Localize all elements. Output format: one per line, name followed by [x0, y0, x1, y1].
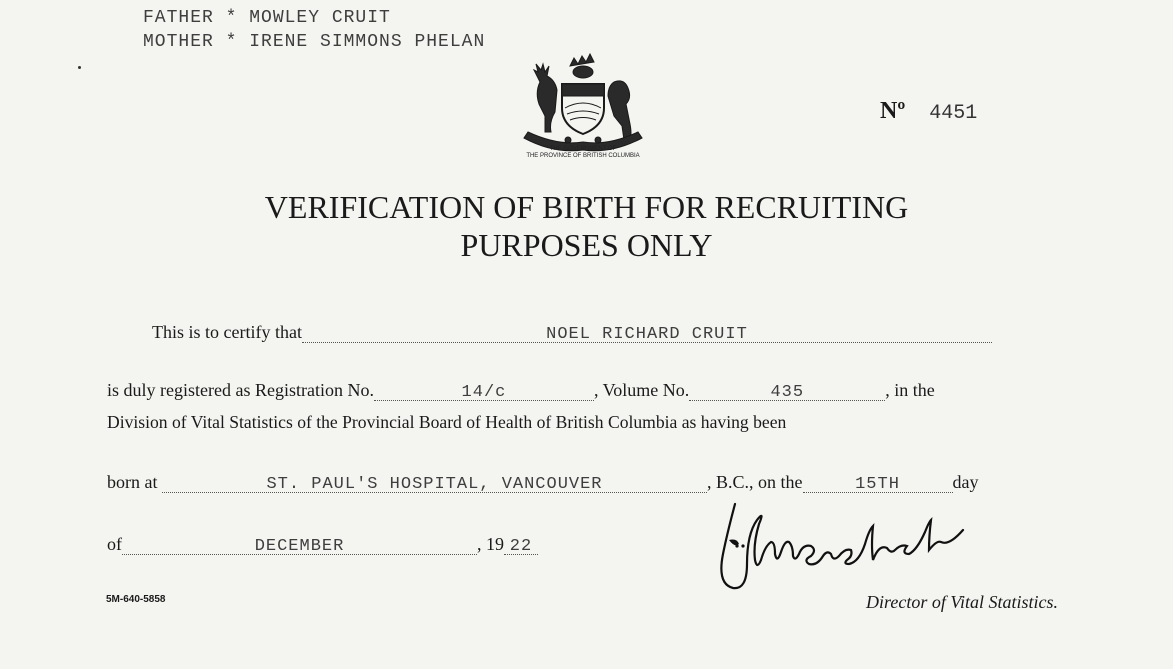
day-field: [803, 472, 953, 493]
registration-field: [374, 380, 594, 401]
month-line: [107, 534, 538, 555]
number-label: Nº: [880, 98, 906, 124]
title-line1: VERIFICATION OF BIRTH FOR RECRUITING: [264, 189, 909, 225]
title-line2: PURPOSES ONLY: [460, 227, 713, 263]
father-line: FATHER * MOWLEY CRUIT: [143, 8, 391, 28]
crest-caption-line1: THE GOVERNMENT OF: [549, 146, 617, 152]
number-value: 4451: [929, 102, 978, 125]
year-prefix: , 19: [477, 534, 504, 554]
birthplace-field: [162, 472, 707, 493]
crest-caption-line2: THE PROVINCE OF BRITISH COLUMBIA: [526, 153, 640, 159]
birthplace-value: ST. PAUL'S HOSPITAL, VANCOUVER: [266, 475, 603, 494]
year-field: [504, 534, 538, 555]
parents-block: [143, 6, 485, 54]
bc-on-the-label: , B.C., on the: [706, 472, 803, 492]
day-value: 15TH: [855, 475, 900, 494]
month-value: DECEMBER: [254, 537, 345, 556]
crest-caption: [500, 146, 666, 160]
of-label: of: [107, 534, 122, 554]
director-signature: [705, 498, 1015, 593]
director-title: Director of Vital Statistics.: [866, 592, 1058, 612]
month-field: [122, 534, 477, 555]
ink-speck: [78, 66, 81, 69]
volume-field: [689, 380, 885, 401]
certificate-number: [880, 98, 977, 125]
volume-label: , Volume No.: [593, 380, 690, 400]
day-label: day: [952, 472, 979, 492]
year-value: 22: [509, 537, 533, 556]
born-at-label: born at: [107, 472, 158, 492]
in-the-label: , in the: [885, 380, 935, 400]
document-title: [0, 188, 1173, 264]
registration-value: 14/c: [461, 383, 507, 402]
certify-line: [152, 322, 992, 343]
born-at-line: [107, 472, 979, 493]
registered-label: is duly registered as Registration No.: [107, 380, 374, 400]
certify-label: This is to certify that: [152, 322, 302, 342]
mother-line: MOTHER * IRENE SIMMONS PHELAN: [143, 32, 486, 52]
registration-line: [107, 380, 935, 401]
form-code: 5M-640-5858: [106, 594, 166, 605]
name-value: NOEL RICHARD CRUIT: [546, 325, 748, 344]
name-field: [302, 322, 992, 343]
division-line: Division of Vital Statistics of the Provincial Board of Health of British Columbia as having been: [107, 412, 787, 432]
volume-value: 435: [770, 383, 805, 402]
